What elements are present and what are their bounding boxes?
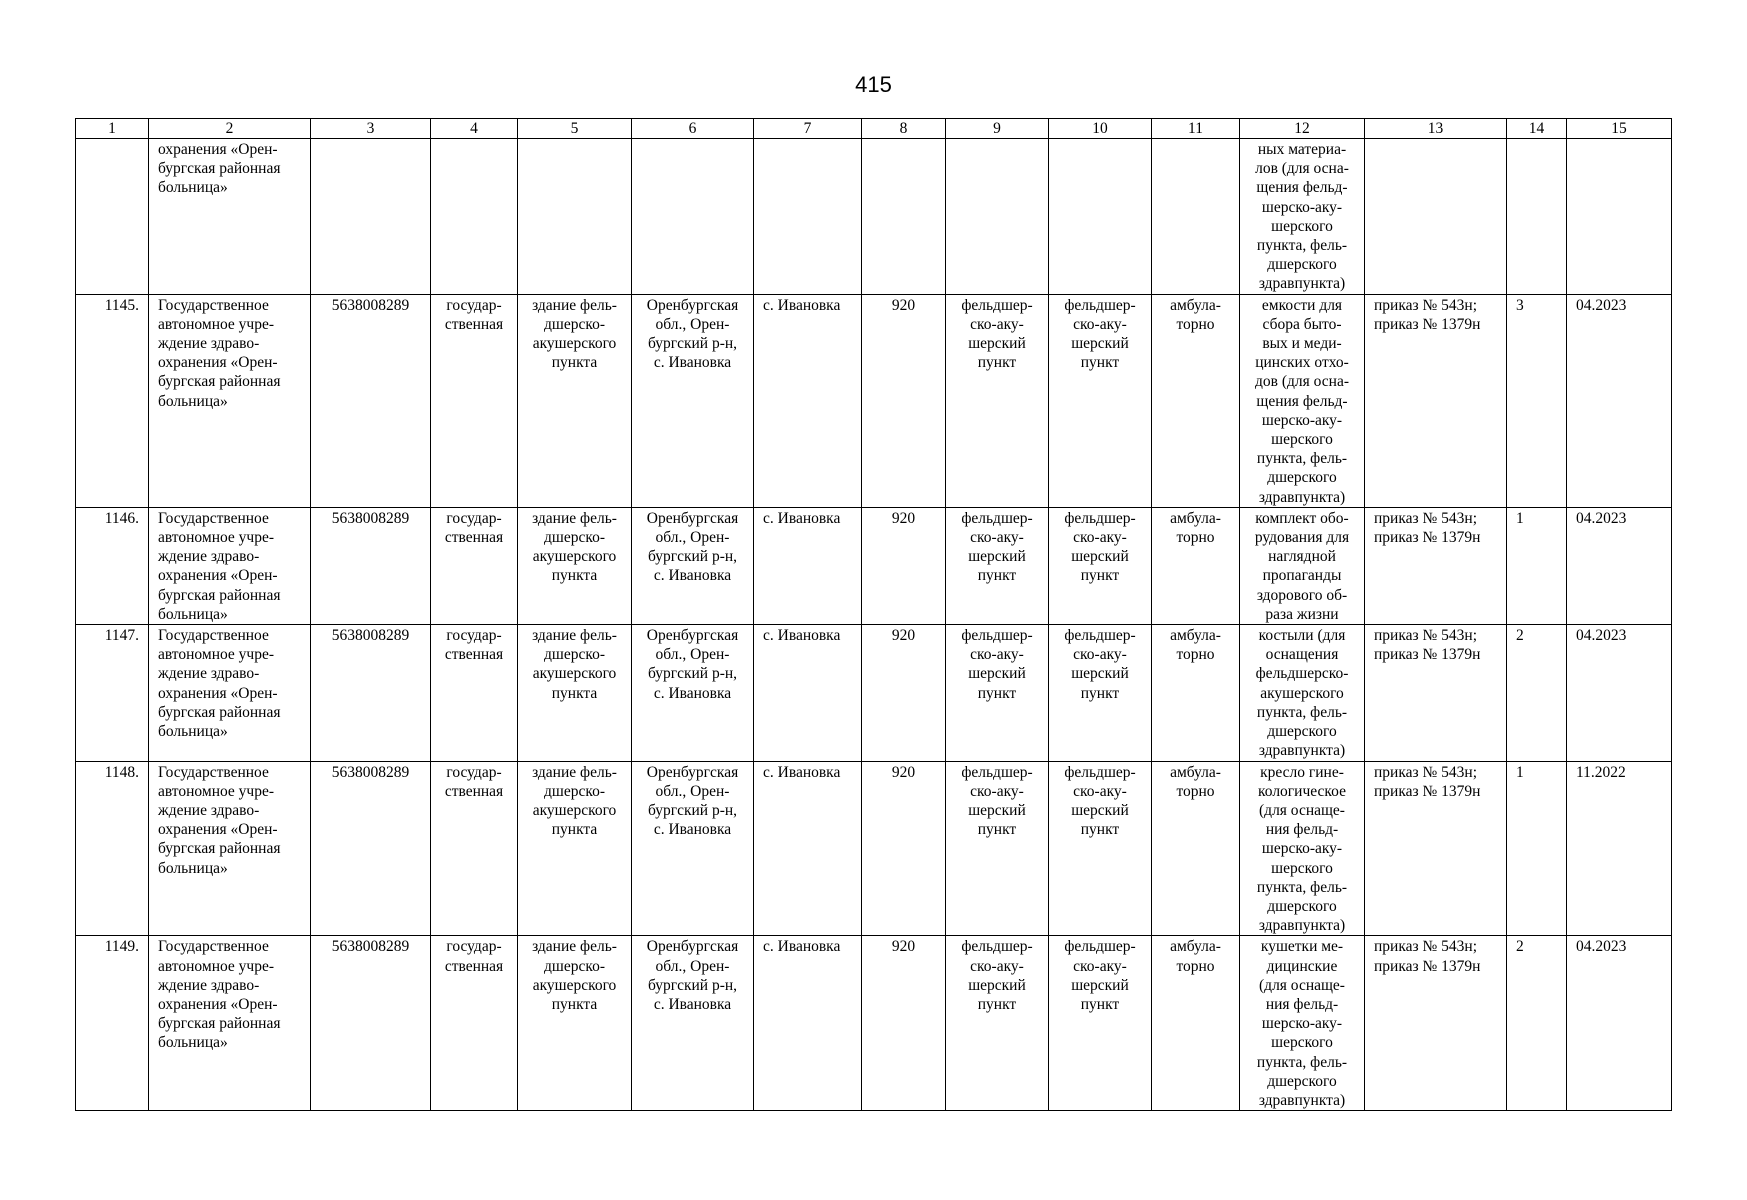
column-header: 6 — [632, 119, 754, 139]
cell-ownership: государ- ственная — [431, 761, 518, 936]
column-header: 7 — [754, 119, 862, 139]
cell-quantity: 1 — [1507, 507, 1567, 624]
page-number: 415 — [855, 72, 892, 97]
cell-code: 920 — [862, 936, 946, 1111]
cell-facility-type: фельдшер- ско-аку- шерский пункт — [946, 507, 1049, 624]
column-header: 5 — [518, 119, 632, 139]
cell-locality: с. Ивановка — [754, 294, 862, 507]
cell-ownership: государ- ственная — [431, 936, 518, 1111]
cell-organization: Государственное автономное учре- ждение здраво- охранения «Орен- бургская районная больница» — [149, 507, 311, 624]
cell-inn: 5638008289 — [311, 625, 431, 761]
cell-empty — [1049, 139, 1152, 295]
cell-locality: с. Ивановка — [754, 936, 862, 1111]
cell-empty — [431, 139, 518, 295]
table-row — [76, 294, 1672, 507]
cell-address: Оренбургская обл., Орен- бургский р-н, с. Ивановка — [632, 625, 754, 761]
cell-code: 920 — [862, 625, 946, 761]
cell-facility-type: фельдшер- ско-аку- шерский пункт — [946, 936, 1049, 1111]
cell-empty — [518, 139, 632, 295]
table-row — [76, 625, 1672, 761]
column-header: 4 — [431, 119, 518, 139]
cell-building: здание фель- дшерско- акушерского пункта — [518, 761, 632, 936]
cell-date: 11.2022 — [1567, 761, 1672, 936]
cell-care-form: амбула- торно — [1152, 936, 1240, 1111]
cell-organization: Государственное автономное учре- ждение здраво- охранения «Орен- бургская районная больница» — [149, 761, 311, 936]
cell-organization: Государственное автономное учре- ждение здраво- охранения «Орен- бургская районная больница» — [149, 294, 311, 507]
cell-address: Оренбургская обл., Орен- бургский р-н, с. Ивановка — [632, 507, 754, 624]
cell-empty — [1507, 139, 1567, 295]
cell-inn: 5638008289 — [311, 507, 431, 624]
cell-locality: с. Ивановка — [754, 761, 862, 936]
cell-order: приказ № 543н; приказ № 1379н — [1365, 625, 1507, 761]
cell-date: 04.2023 — [1567, 936, 1672, 1111]
cell-empty — [311, 139, 431, 295]
cell-facility-subtype: фельдшер- ско-аку- шерский пункт — [1049, 936, 1152, 1111]
cell-code: 920 — [862, 761, 946, 936]
cell-row-number: 1148. — [76, 761, 149, 936]
table-row — [76, 507, 1672, 624]
cell-row-number: 1147. — [76, 625, 149, 761]
cell-ownership: государ- ственная — [431, 507, 518, 624]
cell-facility-subtype: фельдшер- ско-аку- шерский пункт — [1049, 625, 1152, 761]
cell-row-number: 1149. — [76, 936, 149, 1111]
cell-building: здание фель- дшерско- акушерского пункта — [518, 507, 632, 624]
cell-care-form: амбула- торно — [1152, 625, 1240, 761]
cell-equipment: емкости для сбора быто- вых и меди- цинских отхо- дов (для осна- щения фельд- шерско-аку- шерского пункта, фель- дшерского здравпункта) — [1240, 294, 1365, 507]
continuation-row — [76, 139, 1672, 295]
cell-empty — [1152, 139, 1240, 295]
cell-empty — [754, 139, 862, 295]
cell-empty — [76, 139, 149, 295]
cell-empty — [1365, 139, 1507, 295]
table-row — [76, 936, 1672, 1111]
cell-facility-subtype: фельдшер- ско-аку- шерский пункт — [1049, 507, 1152, 624]
cell-building: здание фель- дшерско- акушерского пункта — [518, 625, 632, 761]
cell-building: здание фель- дшерско- акушерского пункта — [518, 936, 632, 1111]
cell-organization: охранения «Орен- бургская районная больница» — [149, 139, 311, 295]
cell-building: здание фель- дшерско- акушерского пункта — [518, 294, 632, 507]
column-header: 1 — [76, 119, 149, 139]
cell-inn: 5638008289 — [311, 936, 431, 1111]
cell-inn: 5638008289 — [311, 294, 431, 507]
cell-facility-subtype: фельдшер- ско-аку- шерский пункт — [1049, 294, 1152, 507]
cell-date: 04.2023 — [1567, 625, 1672, 761]
cell-care-form: амбула- торно — [1152, 507, 1240, 624]
cell-equipment: костыли (для оснащения фельдшерско- акушерского пункта, фель- дшерского здравпункта) — [1240, 625, 1365, 761]
column-header: 11 — [1152, 119, 1240, 139]
cell-code: 920 — [862, 294, 946, 507]
cell-facility-type: фельдшер- ско-аку- шерский пункт — [946, 294, 1049, 507]
cell-ownership: государ- ственная — [431, 625, 518, 761]
cell-quantity: 3 — [1507, 294, 1567, 507]
column-header: 13 — [1365, 119, 1507, 139]
cell-organization: Государственное автономное учре- ждение здраво- охранения «Орен- бургская районная больница» — [149, 625, 311, 761]
column-header: 10 — [1049, 119, 1152, 139]
cell-equipment: ных материа- лов (для осна- щения фельд- шерско-аку- шерского пункта, фель- дшерского здравпункта) — [1240, 139, 1365, 295]
cell-empty — [1567, 139, 1672, 295]
cell-order: приказ № 543н; приказ № 1379н — [1365, 294, 1507, 507]
cell-code: 920 — [862, 507, 946, 624]
cell-order: приказ № 543н; приказ № 1379н — [1365, 936, 1507, 1111]
cell-equipment: кресло гине- кологическое (для оснаще- ния фельд- шерско-аку- шерского пункта, фель- дшерского здравпункта) — [1240, 761, 1365, 936]
registry-table — [75, 118, 1672, 1111]
column-header: 14 — [1507, 119, 1567, 139]
column-header: 9 — [946, 119, 1049, 139]
cell-date: 04.2023 — [1567, 294, 1672, 507]
column-header: 8 — [862, 119, 946, 139]
cell-ownership: государ- ственная — [431, 294, 518, 507]
cell-facility-type: фельдшер- ско-аку- шерский пункт — [946, 625, 1049, 761]
cell-quantity: 2 — [1507, 936, 1567, 1111]
cell-quantity: 2 — [1507, 625, 1567, 761]
cell-facility-type: фельдшер- ско-аку- шерский пункт — [946, 761, 1049, 936]
cell-locality: с. Ивановка — [754, 625, 862, 761]
cell-care-form: амбула- торно — [1152, 761, 1240, 936]
cell-empty — [862, 139, 946, 295]
cell-date: 04.2023 — [1567, 507, 1672, 624]
cell-order: приказ № 543н; приказ № 1379н — [1365, 507, 1507, 624]
cell-equipment: комплект обо- рудования для наглядной пропаганды здорового об- раза жизни — [1240, 507, 1365, 624]
cell-inn: 5638008289 — [311, 761, 431, 936]
column-header: 12 — [1240, 119, 1365, 139]
column-header: 2 — [149, 119, 311, 139]
cell-organization: Государственное автономное учре- ждение здраво- охранения «Орен- бургская районная больница» — [149, 936, 311, 1111]
cell-order: приказ № 543н; приказ № 1379н — [1365, 761, 1507, 936]
cell-row-number: 1146. — [76, 507, 149, 624]
cell-address: Оренбургская обл., Орен- бургский р-н, с. Ивановка — [632, 761, 754, 936]
cell-address: Оренбургская обл., Орен- бургский р-н, с. Ивановка — [632, 294, 754, 507]
cell-equipment: кушетки ме- дицинские (для оснаще- ния фельд- шерско-аку- шерского пункта, фель- дшерского здравпункта) — [1240, 936, 1365, 1111]
cell-care-form: амбула- торно — [1152, 294, 1240, 507]
cell-facility-subtype: фельдшер- ско-аку- шерский пункт — [1049, 761, 1152, 936]
column-header: 15 — [1567, 119, 1672, 139]
cell-quantity: 1 — [1507, 761, 1567, 936]
cell-address: Оренбургская обл., Орен- бургский р-н, с. Ивановка — [632, 936, 754, 1111]
column-header: 3 — [311, 119, 431, 139]
cell-empty — [632, 139, 754, 295]
cell-row-number: 1145. — [76, 294, 149, 507]
cell-locality: с. Ивановка — [754, 507, 862, 624]
header-row — [76, 119, 1672, 139]
table-row — [76, 761, 1672, 936]
cell-empty — [946, 139, 1049, 295]
